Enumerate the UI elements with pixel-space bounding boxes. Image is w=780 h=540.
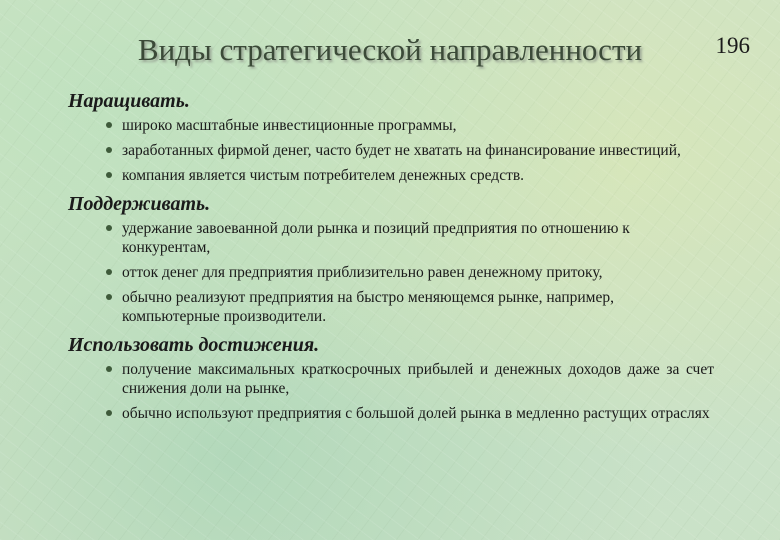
bullet-icon [106,225,112,231]
list-item [106,166,706,185]
page-number: 196 [715,33,750,58]
section-heading-harvest: Использовать достижения. [68,334,320,356]
slide-content [68,88,718,429]
list-item [106,288,651,326]
section-heading-maintain: Поддерживать. [68,193,211,215]
bullet-list-harvest [68,360,714,423]
bullet-list-maintain [68,219,651,326]
list-item-text: заработанных фирмой денег, часто будет не хватать на финансирование инвестиций, [122,142,681,159]
list-item-text: обычно реализуют предприятия на быстро меняющемся рынке, например, компьютерные производители. [122,289,614,325]
list-item [106,141,706,160]
section-heading-grow: Наращивать. [68,90,190,112]
bullet-icon [106,366,112,372]
bullet-icon [106,410,112,416]
bullet-icon [106,147,112,153]
bullet-icon [106,269,112,275]
list-item-text: широко масштабные инвестиционные программы, [122,117,457,134]
list-item-text: удержание завоеванной доли рынка и позиций предприятия по отношению к конкурентам, [122,220,630,256]
list-item [106,263,651,282]
list-item [106,116,706,135]
list-item-text: получение максимальных краткосрочных прибылей и денежных доходов даже за счет снижения доли на рынке, [122,361,714,397]
list-item [106,404,714,423]
bullet-icon [106,172,112,178]
slide-title: Виды стратегической направленности [137,32,643,67]
list-item-text: компания является чистым потребителем денежных средств. [122,167,525,184]
list-item-text: отток денег для предприятия приблизительно равен денежному притоку, [122,264,603,281]
bullet-icon [106,122,112,128]
list-item [106,360,714,398]
bullet-list-grow [68,116,706,185]
bullet-icon [106,294,112,300]
list-item [106,219,651,257]
list-item-text: обычно используют предприятия с большой долей рынка в медленно растущих отраслях [122,405,710,422]
